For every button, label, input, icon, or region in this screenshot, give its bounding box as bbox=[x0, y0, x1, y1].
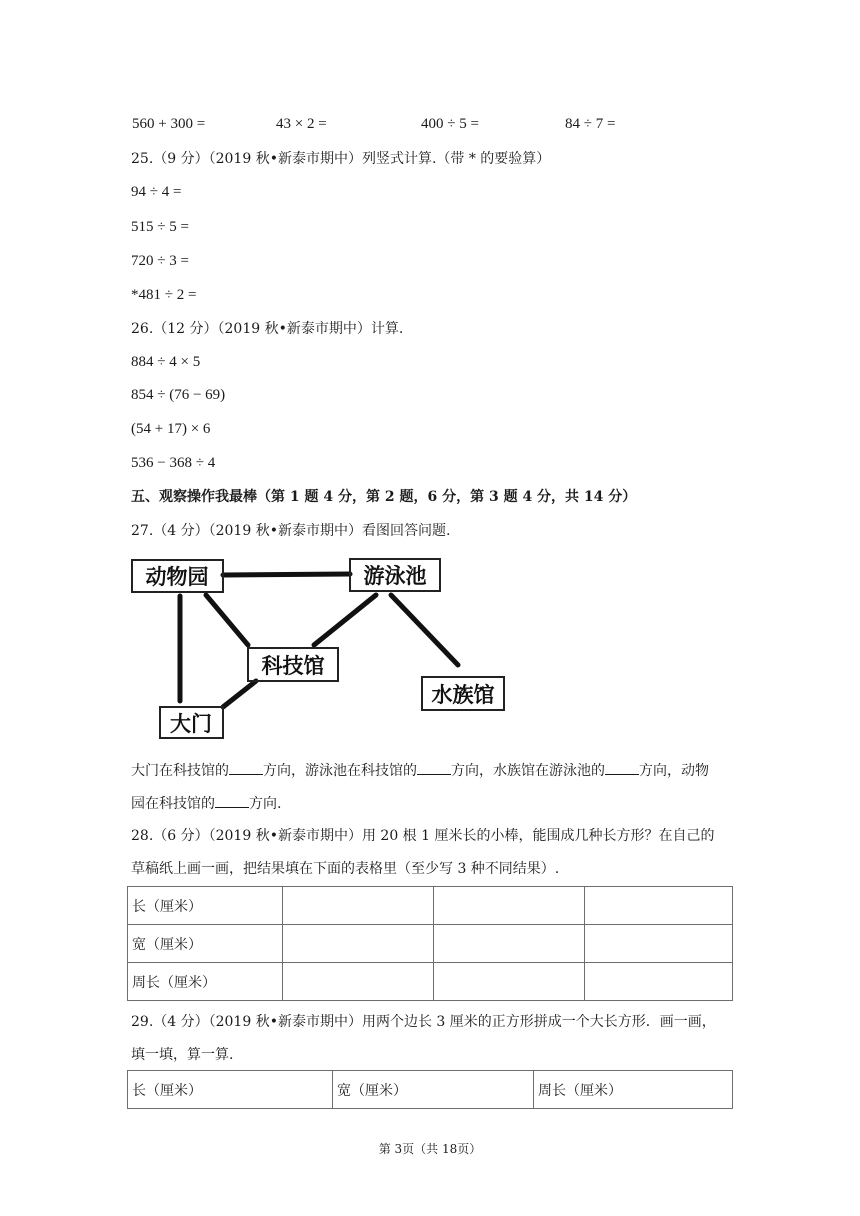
map-diagram bbox=[126, 548, 526, 746]
answer-blank-4[interactable] bbox=[215, 793, 249, 808]
calc-item-4: 84 ÷ 7 = bbox=[565, 116, 616, 132]
section-5-heading: 五、观察操作我最棒（第 1 题 4 分，第 2 题，6 分，第 3 题 4 分，共 14 分） bbox=[131, 489, 637, 505]
q28-row-label-length: 长（厘米） bbox=[128, 887, 283, 925]
table-row bbox=[128, 925, 733, 963]
q26-item-1: 884 ÷ 4 × 5 bbox=[131, 354, 201, 370]
calc-item-1: 560 + 300 = bbox=[132, 116, 206, 132]
table-row bbox=[128, 963, 733, 1001]
answer-blank-1[interactable] bbox=[229, 760, 263, 775]
q26-item-2: 854 ÷ (76 − 69) bbox=[131, 387, 226, 403]
question-25-header: 25.（9 分）（2019 秋•新泰市期中）列竖式计算.（带 * 的要验算） bbox=[131, 151, 551, 167]
q25-item-1: 94 ÷ 4 = bbox=[131, 184, 182, 200]
table-cell[interactable] bbox=[585, 887, 733, 925]
q29-col-length: 长（厘米） bbox=[128, 1071, 333, 1109]
aquarium-label: 水族馆 bbox=[431, 683, 495, 707]
calc-item-3: 400 ÷ 5 = bbox=[421, 116, 479, 132]
question-29-header-line1: 29.（4 分）（2019 秋•新泰市期中）用两个边长 3 厘米的正方形拼成一个大长方形．画一画， bbox=[131, 1014, 716, 1030]
q28-row-label-perimeter: 周长（厘米） bbox=[128, 963, 283, 1001]
q28-table bbox=[127, 886, 733, 1001]
q29-col-perimeter: 周长（厘米） bbox=[534, 1071, 733, 1109]
table-cell[interactable] bbox=[283, 887, 434, 925]
q25-item-4: *481 ÷ 2 = bbox=[131, 287, 197, 303]
table-cell[interactable] bbox=[585, 925, 733, 963]
q25-item-2: 515 ÷ 5 = bbox=[131, 219, 189, 235]
table-row bbox=[128, 1071, 733, 1109]
q26-item-3: (54 + 17) × 6 bbox=[131, 421, 211, 437]
road-pool-science bbox=[314, 595, 376, 645]
table-cell[interactable] bbox=[283, 925, 434, 963]
table-cell[interactable] bbox=[434, 963, 585, 1001]
page-footer: 第 3页（共 18页） bbox=[378, 1142, 482, 1156]
question-28-header-line1: 28.（6 分）（2019 秋•新泰市期中）用 20 根 1 厘米长的小棒，能围成几种长方形？在自己的 bbox=[131, 828, 715, 844]
table-row bbox=[128, 887, 733, 925]
answer-blank-2[interactable] bbox=[417, 760, 451, 775]
gate-label: 大门 bbox=[170, 712, 212, 736]
question-29-header-line2: 填一填，算一算. bbox=[131, 1047, 234, 1063]
q26-item-4: 536 − 368 ÷ 4 bbox=[131, 455, 216, 471]
road-science-gate bbox=[223, 681, 256, 707]
answer-blank-3[interactable] bbox=[605, 760, 639, 775]
q29-col-width: 宽（厘米） bbox=[333, 1071, 534, 1109]
q25-item-3: 720 ÷ 3 = bbox=[131, 253, 189, 269]
question-26-header: 26.（12 分）（2019 秋•新泰市期中）计算. bbox=[131, 321, 404, 337]
question-27-header: 27.（4 分）（2019 秋•新泰市期中）看图回答问题. bbox=[131, 523, 451, 539]
q29-table bbox=[127, 1070, 733, 1109]
q28-row-label-width: 宽（厘米） bbox=[128, 925, 283, 963]
q27-answer-line1: 大门在科技馆的 方向，游泳池在科技馆的 方向，水族馆在游泳池的 方向，动物 bbox=[131, 760, 709, 780]
road-pool-aquarium bbox=[391, 595, 458, 665]
science-label: 科技馆 bbox=[261, 654, 325, 678]
table-cell[interactable] bbox=[585, 963, 733, 1001]
pool-label: 游泳池 bbox=[363, 564, 427, 588]
calc-item-2: 43 × 2 = bbox=[276, 116, 327, 132]
question-28-header-line2: 草稿纸上画一画，把结果填在下面的表格里（至少写 3 种不同结果）. bbox=[131, 861, 560, 877]
table-cell[interactable] bbox=[434, 925, 585, 963]
zoo-label: 动物园 bbox=[145, 565, 209, 589]
table-cell[interactable] bbox=[283, 963, 434, 1001]
q27-answer-line2: 园在科技馆的 方向. bbox=[131, 793, 281, 813]
road-zoo-pool bbox=[223, 574, 350, 575]
table-cell[interactable] bbox=[434, 887, 585, 925]
road-zoo-science bbox=[206, 595, 248, 645]
